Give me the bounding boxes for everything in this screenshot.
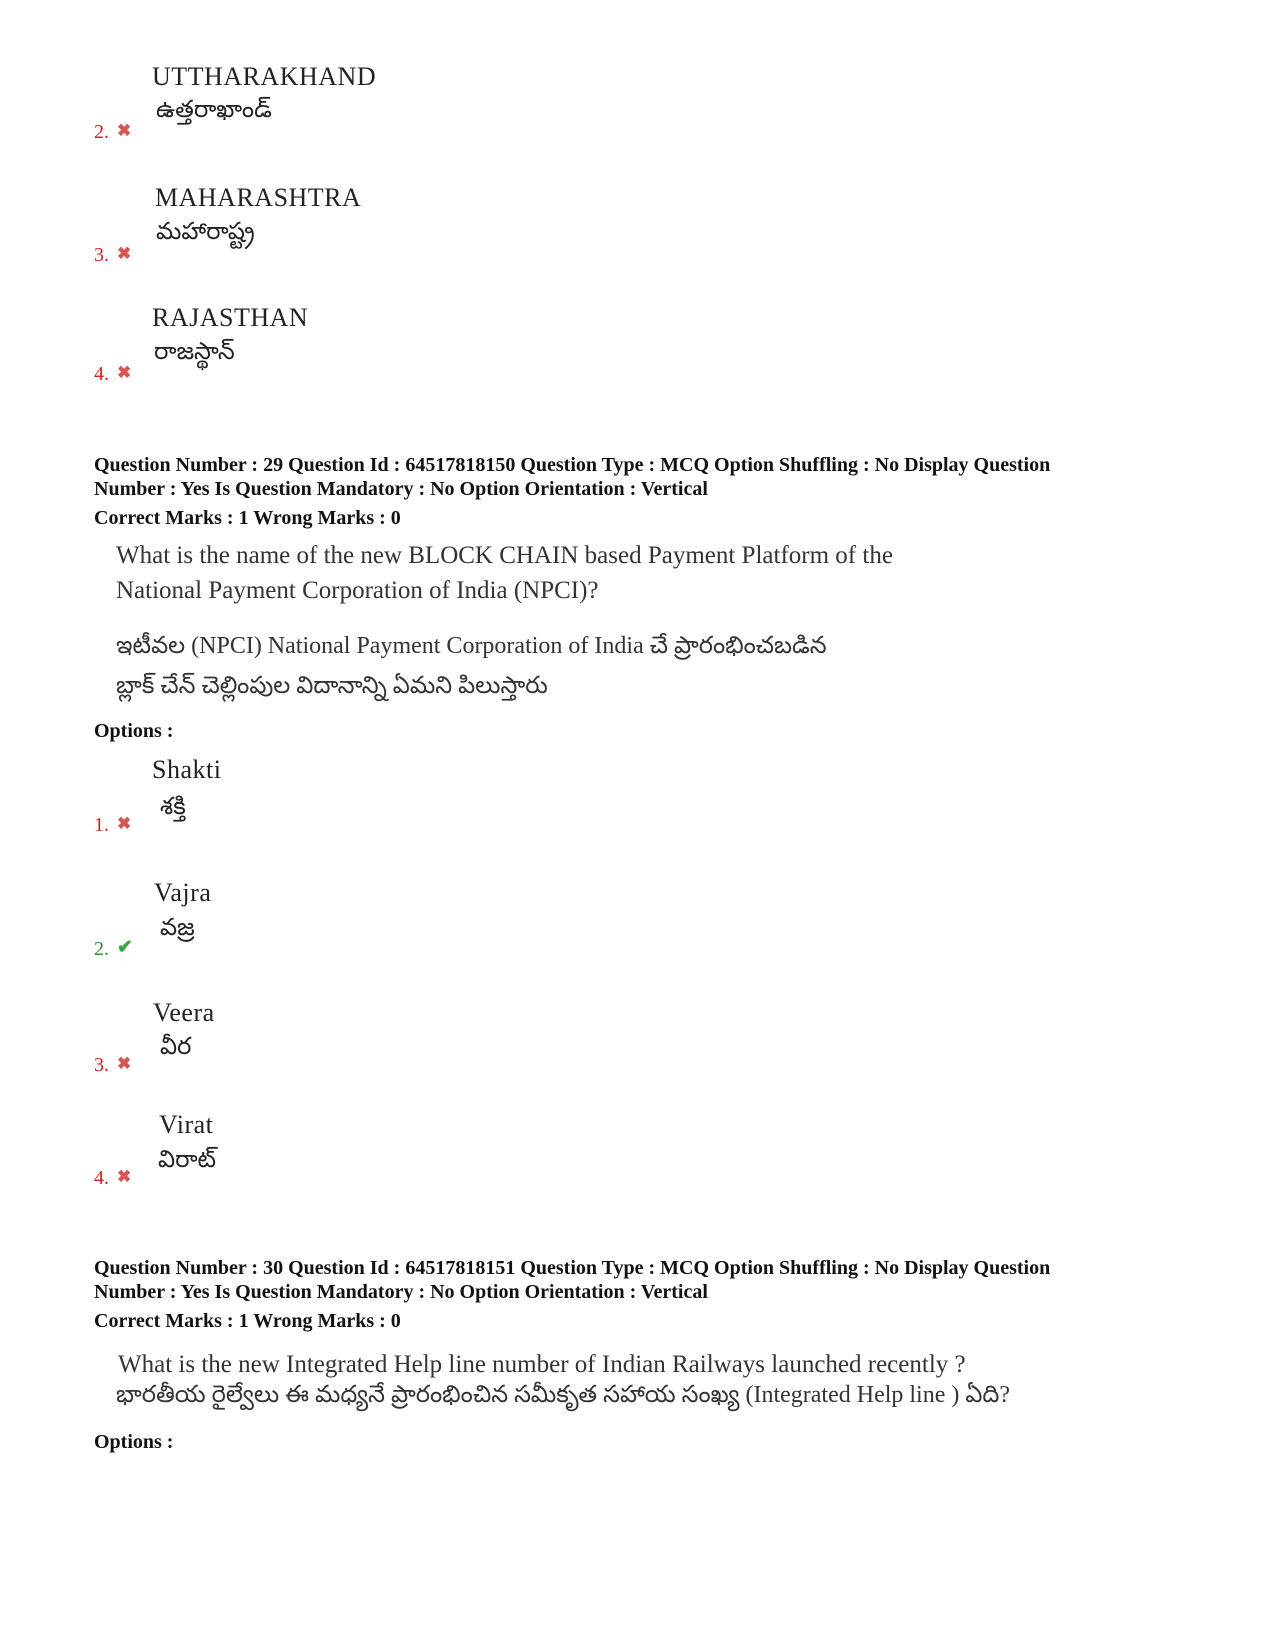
question-meta-line1: Question Number : 30 Question Id : 64517818151 Question Type : MCQ Option Shuffling : No Display Question xyxy=(94,1257,1051,1279)
question-meta-line2: Number : Yes Is Question Mandatory : No Option Orientation : Vertical xyxy=(94,1281,708,1303)
option-number xyxy=(94,1167,131,1190)
option-text-en: Virat xyxy=(159,1110,214,1139)
question-text-te: బ్లాక్ చేన్ చెల్లింపుల విదానాన్ని ఏమని పిలుస్తారు xyxy=(116,673,548,699)
option-text-en: Vajra xyxy=(154,878,212,907)
option-text-te: వజ్ర xyxy=(160,915,195,941)
option-number-label: 4. xyxy=(94,1167,109,1189)
option-text-en: MAHARASHTRA xyxy=(155,183,362,212)
option-number xyxy=(94,936,133,961)
option-number-label: 2. xyxy=(94,938,109,960)
cross-icon: ✖ xyxy=(117,244,132,263)
option-text-te: విరాట్ xyxy=(158,1147,217,1173)
option-number-label: 2. xyxy=(94,121,109,143)
option-text-te: వీర xyxy=(160,1034,192,1060)
option-number-label: 3. xyxy=(94,244,109,266)
cross-icon: ✖ xyxy=(117,121,132,140)
question-marks: Correct Marks : 1 Wrong Marks : 0 xyxy=(94,507,401,529)
option-number-label: 4. xyxy=(94,363,109,385)
cross-icon: ✖ xyxy=(117,814,132,833)
option-number xyxy=(94,814,131,837)
check-icon: ✔ xyxy=(117,937,133,958)
option-text-en: RAJASTHAN xyxy=(152,303,309,332)
question-text-en: What is the new Integrated Help line number of Indian Railways launched recently ? xyxy=(118,1351,966,1378)
option-text-en: Shakti xyxy=(152,755,222,784)
option-text-te: మహారాష్ట్ర xyxy=(156,219,255,245)
option-number xyxy=(94,244,131,267)
cross-icon: ✖ xyxy=(117,1167,132,1186)
option-number xyxy=(94,1054,131,1077)
option-text-te: ఉత్తరాఖాండ్ xyxy=(156,97,272,123)
question-text-en: National Payment Corporation of India (NPCI)? xyxy=(116,577,599,604)
option-text-te: శక్తి xyxy=(160,794,186,820)
question-marks: Correct Marks : 1 Wrong Marks : 0 xyxy=(94,1310,401,1332)
question-meta-line1: Question Number : 29 Question Id : 64517818150 Question Type : MCQ Option Shuffling : No Display Question xyxy=(94,454,1051,476)
cross-icon: ✖ xyxy=(117,1054,132,1073)
option-number xyxy=(94,121,131,144)
question-text-te: ఇటీవల (NPCI) National Payment Corporation of India చే ప్రారంభించబడిన xyxy=(116,633,827,659)
option-number-label: 3. xyxy=(94,1054,109,1076)
question-text-te: భారతీయ రైల్వేలు ఈ మధ్యనే ప్రారంభించిన సమీకృత సహాయ సంఖ్య (Integrated Help line ) ఏది? xyxy=(116,1382,1011,1408)
options-label: Options : xyxy=(94,1431,174,1453)
option-text-te: రాజస్థాన్ xyxy=(154,339,235,365)
option-number-label: 1. xyxy=(94,814,109,836)
options-label: Options : xyxy=(94,720,174,742)
question-meta-line2: Number : Yes Is Question Mandatory : No Option Orientation : Vertical xyxy=(94,478,708,500)
option-number xyxy=(94,363,131,386)
cross-icon: ✖ xyxy=(117,363,132,382)
option-text-en: Veera xyxy=(153,998,215,1027)
option-text-en: UTTHARAKHAND xyxy=(152,62,377,91)
question-text-en: What is the name of the new BLOCK CHAIN based Payment Platform of the xyxy=(116,542,893,569)
